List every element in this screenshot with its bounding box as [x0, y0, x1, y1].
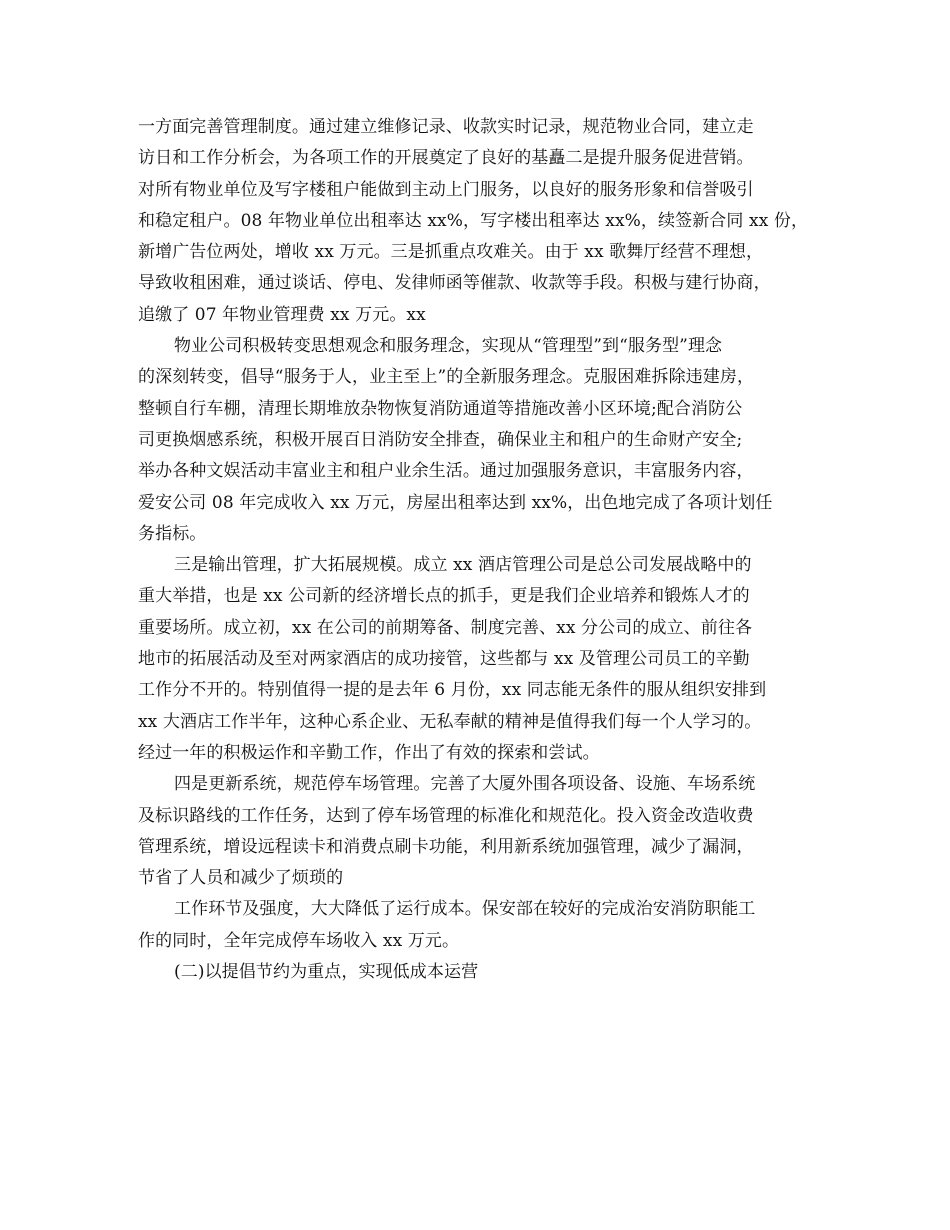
document-body: [138, 112, 828, 988]
text-line: 节省了人员和减少了烦琐的: [138, 868, 344, 889]
text-line: 访日和工作分析会，为各项工作的开展奠定了良好的基矗二是提升服务促进营销。: [138, 148, 754, 169]
text-line: 四是更新系统，规范停车场管理。完善了大厦外围各项设备、设施、车场系统: [174, 774, 756, 795]
text-line: 及标识路线的工作任务，达到了停车场管理的标准化和规范化。投入资金改造收费: [138, 805, 754, 826]
text-line: 对所有物业单位及写字楼租户能做到主动上门服务，以良好的服务形象和信誉吸引: [138, 179, 754, 200]
text-line: 重要场所。成立初，xx 在公司的前期筹备、制度完善、xx 分公司的成立、前往各: [138, 617, 753, 638]
paragraph-5: [138, 894, 828, 957]
text-line: 三是输出管理，扩大拓展规模。成立 xx 酒店管理公司是总公司发展战略中的: [174, 555, 752, 576]
text-line: 工作分不开的。特别值得一提的是去年 6 月份，xx 同志能无条件的服从组织安排到: [138, 680, 767, 701]
text-line: 重大举措，也是 xx 公司新的经济增长点的抓手，更是我们企业培养和锻炼人才的: [138, 586, 750, 607]
text-line: 务指标。: [138, 523, 207, 544]
paragraph-3: [138, 550, 828, 769]
text-line: 司更换烟感系统，积极开展百日消防安全排查，确保业主和租户的生命财产安全;: [138, 429, 743, 450]
text-line: 举办各种文娱活动丰富业主和租户业余生活。通过加强服务意识，丰富服务内容，: [138, 461, 754, 482]
text-line: 新增广告位两处，增收 xx 万元。三是抓重点攻难关。由于 xx 歌舞厅经营不理想，: [138, 242, 764, 263]
text-line: 作的同时，全年完成停车场收入 xx 万元。: [138, 930, 460, 951]
text-line: (二)以提倡节约为重点，实现低成本运营: [174, 962, 479, 983]
text-line: 导致收租困难，通过谈话、停电、发律师函等催款、收款等手段。积极与建行协商，: [138, 273, 771, 294]
paragraph-4: [138, 769, 828, 894]
text-line: 和稳定租户。08 年物业单位出租率达 xx%，写字楼出租率达 xx%，续签新合同 xx 份，: [138, 210, 809, 231]
paragraph-2: [138, 331, 828, 550]
text-line: 爱安公司 08 年完成收入 xx 万元，房屋出租率达到 xx%，出色地完成了各项计划任: [138, 492, 773, 513]
text-line: 地市的拓展活动及至对两家酒店的成功接管，这些都与 xx 及管理公司员工的辛勤: [138, 649, 750, 670]
text-line: 管理系统，增设远程读卡和消费点刷卡功能，利用新系统加强管理，减少了漏洞，: [138, 836, 754, 857]
section-heading: [138, 957, 828, 988]
paragraph-1: [138, 112, 828, 331]
text-line: xx 大酒店工作半年，这种心系企业、无私奉献的精神是值得我们每一个人学习的。: [138, 711, 762, 732]
text-line: 一方面完善管理制度。通过建立维修记录、收款实时记录，规范物业合同，建立走: [138, 117, 754, 137]
text-line: 经过一年的积极运作和辛勤工作，作出了有效的探索和尝试。: [138, 742, 600, 763]
text-line: 的深刻转变，倡导“服务于人，业主至上”的全新服务理念。克服困难拆除违建房，: [138, 367, 755, 388]
text-line: 整顿自行车棚，清理长期堆放杂物恢复消防通道等措施改善小区环境;配合消防公: [138, 398, 743, 419]
text-line: 工作环节及强度，大大降低了运行成本。保安部在较好的完成治安消防职能工: [174, 899, 756, 920]
text-line: 物业公司积极转变思想观念和服务理念，实现从“管理型”到“服务型”理念: [174, 336, 723, 357]
text-line: 追缴了 07 年物业管理费 xx 万元。xx: [138, 304, 426, 325]
